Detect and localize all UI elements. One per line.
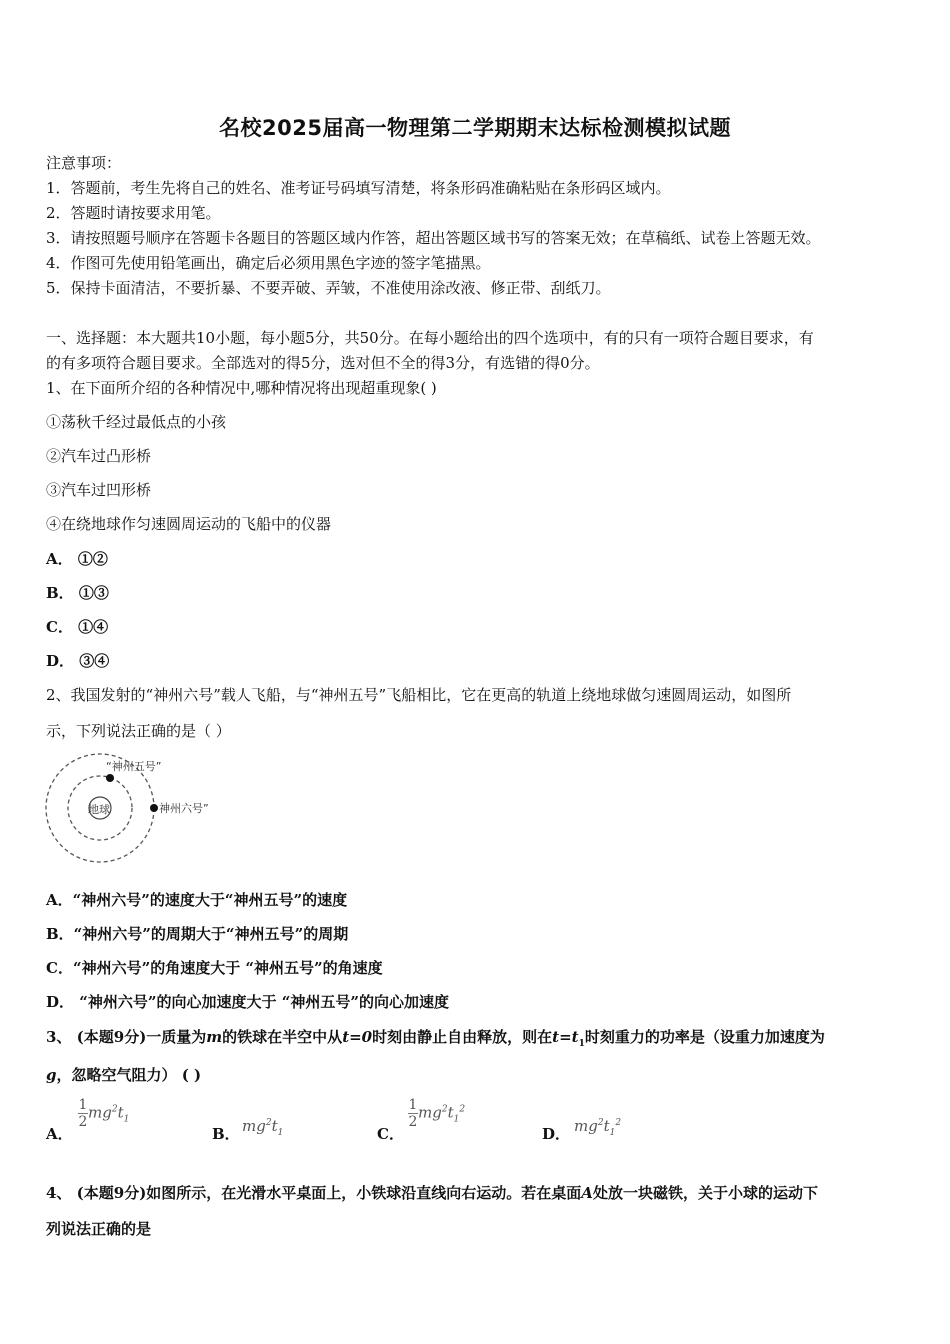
notice-heading: 注意事项： bbox=[46, 154, 122, 172]
section-intro-line-1: 一、选择题：本大题共10小题，每小题5分，共50分。在每小题给出的四个选项中，有的只有一项符合题目要求，有 bbox=[46, 329, 814, 347]
notice-item-5: 5．保持卡面清洁，不要折暴、不要弄破、弄皱，不准使用涂改液、修正带、刮纸刀。 bbox=[46, 279, 611, 297]
q3-option-a-formula bbox=[78, 1097, 129, 1130]
notice-item-3: 3．请按照题号顺序在答题卡各题目的答题区域内作答，超出答题区域书写的答案无效；在草稿纸、试卷上答题无效。 bbox=[46, 229, 821, 247]
q3-stem-part-c: 时刻由静止自由释放，则在 bbox=[372, 1028, 553, 1046]
page-title: 名校2025届高一物理第二学期期末达标检测模拟试题 bbox=[219, 116, 731, 140]
q1-option-d: D． ③④ bbox=[46, 652, 110, 670]
q1-option-a: A． ①② bbox=[46, 550, 108, 568]
q3-option-d-label: D． bbox=[542, 1125, 571, 1143]
q3-var-t1: t=t bbox=[552, 1028, 579, 1046]
q3-stem-part-d: 时刻重力的功率是（设重力加速度为 bbox=[584, 1028, 825, 1046]
q1-item-4: ④在绕地球作匀速圆周运动的飞船中的仪器 bbox=[46, 515, 332, 533]
q3-option-b-label: B． bbox=[212, 1125, 240, 1143]
notice-item-2: 2．答题时请按要求用笔。 bbox=[46, 204, 221, 222]
q3-var-m: m bbox=[206, 1028, 223, 1046]
half-fraction bbox=[78, 1097, 88, 1130]
section-intro-line-2: 的有多项符合题目要求。全部选对的得5分，选对但不全的得3分，有选错的得0分。 bbox=[46, 354, 600, 372]
q4-stem-line-2: 列说法正确的是 bbox=[46, 1220, 152, 1238]
q4-var-a: A bbox=[581, 1184, 593, 1202]
q3-var-g: g bbox=[46, 1066, 57, 1084]
q3-stem-part-a: 3、 (本题9分)一质量为 bbox=[46, 1028, 207, 1046]
q1-option-b: B． ①③ bbox=[46, 584, 109, 602]
formula-sub: 1 bbox=[453, 1114, 460, 1125]
q1-stem: 1、在下面所介绍的各种情况中,哪种情况将出现超重现象( ) bbox=[46, 379, 437, 397]
q4-stem-part-a: 4、 (本题9分)如图所示，在光滑水平桌面上，小铁球沿直线向右运动。若在桌面 bbox=[46, 1184, 582, 1202]
q1-option-c: C． ①④ bbox=[46, 618, 109, 636]
formula-sub: 1 bbox=[123, 1114, 130, 1125]
q3-option-c-label: C． bbox=[377, 1125, 404, 1143]
formula-sub: 1 bbox=[277, 1128, 284, 1138]
formula-sup: 2 bbox=[441, 1104, 448, 1115]
orbit-diagram bbox=[44, 752, 234, 866]
q2-stem-line-2: 示，下列说法正确的是（ ） bbox=[46, 722, 231, 740]
q1-item-3: ③汽车过凹形桥 bbox=[46, 481, 152, 499]
q2-option-b: B．“神州六号”的周期大于“神州五号”的周期 bbox=[46, 925, 349, 943]
q3-sub-1: 1 bbox=[578, 1039, 585, 1049]
formula-t: t bbox=[603, 1117, 610, 1135]
q2-stem-line-1: 2、我国发射的“神州六号”载人飞船，与“神州五号”飞船相比，它在更高的轨道上绕地球做匀速圆周运动，如图所 bbox=[46, 686, 792, 704]
formula-sup-t: 2 bbox=[459, 1104, 466, 1115]
formula-sup: 2 bbox=[597, 1118, 604, 1128]
half-fraction bbox=[408, 1097, 418, 1130]
q3-stem-line-2 bbox=[46, 1064, 201, 1085]
q3-option-a-label: A． bbox=[46, 1125, 73, 1143]
formula-mg: mg bbox=[242, 1117, 266, 1135]
q2-option-c: C．“神州六号”的角速度大于 “神州五号”的角速度 bbox=[46, 959, 383, 977]
notice-item-4: 4．作图可先使用铅笔画出，确定后必须用黑色字迹的签字笔描黑。 bbox=[46, 254, 491, 272]
formula-sup: 2 bbox=[111, 1104, 118, 1115]
frac-numerator: 1 bbox=[78, 1097, 88, 1113]
earth-label: 地球 bbox=[88, 803, 110, 816]
q3-option-d-formula bbox=[574, 1117, 621, 1138]
formula-mg: mg bbox=[418, 1103, 442, 1122]
q1-item-2: ②汽车过凸形桥 bbox=[46, 447, 152, 465]
formula-t: t bbox=[271, 1117, 278, 1135]
q2-option-d: D． “神州六号”的向心加速度大于 “神州五号”的向心加速度 bbox=[46, 993, 449, 1011]
frac-denominator: 2 bbox=[408, 1114, 418, 1130]
q2-option-a: A．“神州六号”的速度大于“神州五号”的速度 bbox=[46, 891, 348, 909]
notice-item-1: 1．答题前，考生先将自己的姓名、准考证号码填写清楚，将条形码准确粘贴在条形码区域内。 bbox=[46, 179, 671, 197]
shenzhou-5-label: “神州五号” bbox=[106, 760, 162, 773]
q3-stem-part-e: ，忽略空气阻力） ( ) bbox=[56, 1066, 202, 1084]
shenzhou-6-dot bbox=[150, 804, 158, 812]
formula-sup-t: 2 bbox=[615, 1118, 622, 1128]
shenzhou-6-label: 神州六号” bbox=[159, 802, 209, 815]
q4-stem-line-1 bbox=[46, 1182, 818, 1203]
q4-stem-part-b: 处放一块磁铁，关于小球的运动下 bbox=[592, 1184, 818, 1202]
formula-mg: mg bbox=[574, 1117, 598, 1135]
q3-option-c-formula bbox=[408, 1097, 465, 1130]
q3-stem-part-b: 的铁球在半空中从 bbox=[222, 1028, 343, 1046]
formula-t: t bbox=[117, 1103, 124, 1122]
q3-option-b-formula bbox=[242, 1117, 283, 1138]
shenzhou-5-dot bbox=[106, 774, 114, 782]
q1-item-1: ①荡秋千经过最低点的小孩 bbox=[46, 413, 227, 431]
formula-sup: 2 bbox=[265, 1118, 272, 1128]
formula-mg: mg bbox=[88, 1103, 112, 1122]
q3-var-t0: t=0 bbox=[342, 1028, 373, 1046]
formula-sub: 1 bbox=[609, 1128, 616, 1138]
q3-stem-line-1 bbox=[46, 1026, 825, 1049]
formula-t: t bbox=[447, 1103, 454, 1122]
frac-denominator: 2 bbox=[78, 1114, 88, 1130]
frac-numerator: 1 bbox=[408, 1097, 418, 1113]
